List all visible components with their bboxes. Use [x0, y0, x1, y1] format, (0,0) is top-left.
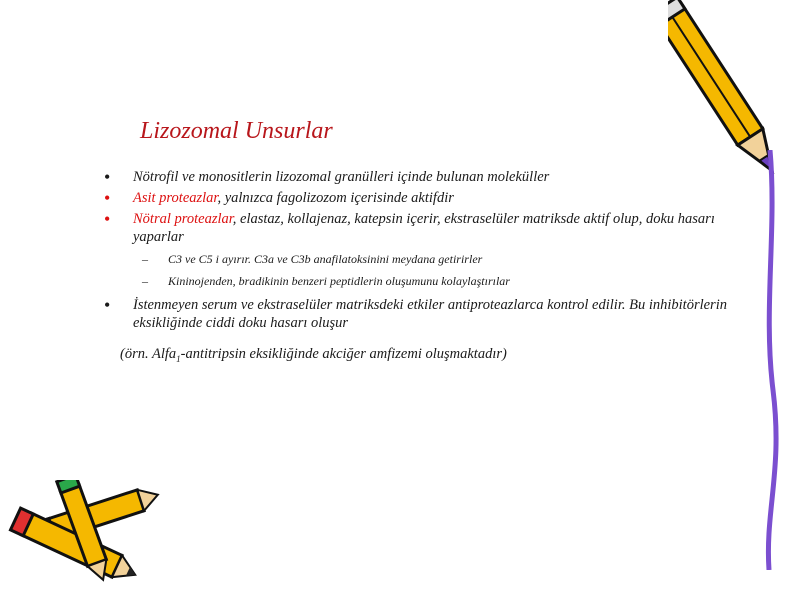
- bullet-highlight: Asit proteazlar: [133, 190, 218, 206]
- bullet-list: [100, 168, 740, 335]
- bullet-dot: •: [104, 209, 111, 229]
- sub-bullet-dash: –: [142, 274, 148, 288]
- bullet-text: İstenmeyen serum ve ekstraselüler matriksdeki etkiler antiproteazlarca kontrol edilir. Bu inhibitörlerin eksikliğinde ciddi doku hasarı oluşur: [133, 297, 727, 331]
- sub-bullet-text: Kininojenden, bradikinin benzeri peptidlerin oluşumunu kolaylaştırılar: [168, 274, 510, 288]
- decorative-line: [755, 150, 785, 570]
- bullet-item: [100, 296, 740, 332]
- bullet-dot: •: [104, 295, 111, 315]
- sub-bullet-text: C3 ve C5 i ayırır. C3a ve C3b anafilatoksinini meydana getirirler: [168, 252, 483, 266]
- bullet-highlight: Nötral proteazlar: [133, 211, 233, 227]
- footnote: [120, 346, 507, 364]
- sub-bullet-dash: –: [142, 252, 148, 266]
- bullet-item: [100, 168, 740, 186]
- note-prefix: (örn. Alfa: [120, 346, 177, 362]
- bullet-dot: •: [104, 188, 111, 208]
- note-subscript: 1: [176, 353, 181, 364]
- note-suffix: -antitripsin eksikliğinde akciğer amfizemi oluşmaktadır): [180, 346, 507, 362]
- sub-bullet-item: [100, 273, 740, 290]
- pencils-bundle-icon: [0, 480, 170, 590]
- bullet-item: [100, 210, 740, 246]
- slide-title: Lizozomal Unsurlar: [140, 118, 333, 144]
- bullet-dot: •: [104, 167, 111, 187]
- bullet-text: , elastaz, kollajenaz, katepsin içerir, ekstraselüler matriksde aktif olup, doku hasarı yaparlar: [133, 211, 715, 245]
- bullet-item: [100, 189, 740, 207]
- bullet-text: , yalnızca fagolizozom içerisinde aktifdir: [217, 190, 454, 206]
- sub-bullet-item: [100, 251, 740, 268]
- bullet-text: Nötrofil ve monositlerin lizozomal granülleri içinde bulunan moleküller: [133, 169, 550, 185]
